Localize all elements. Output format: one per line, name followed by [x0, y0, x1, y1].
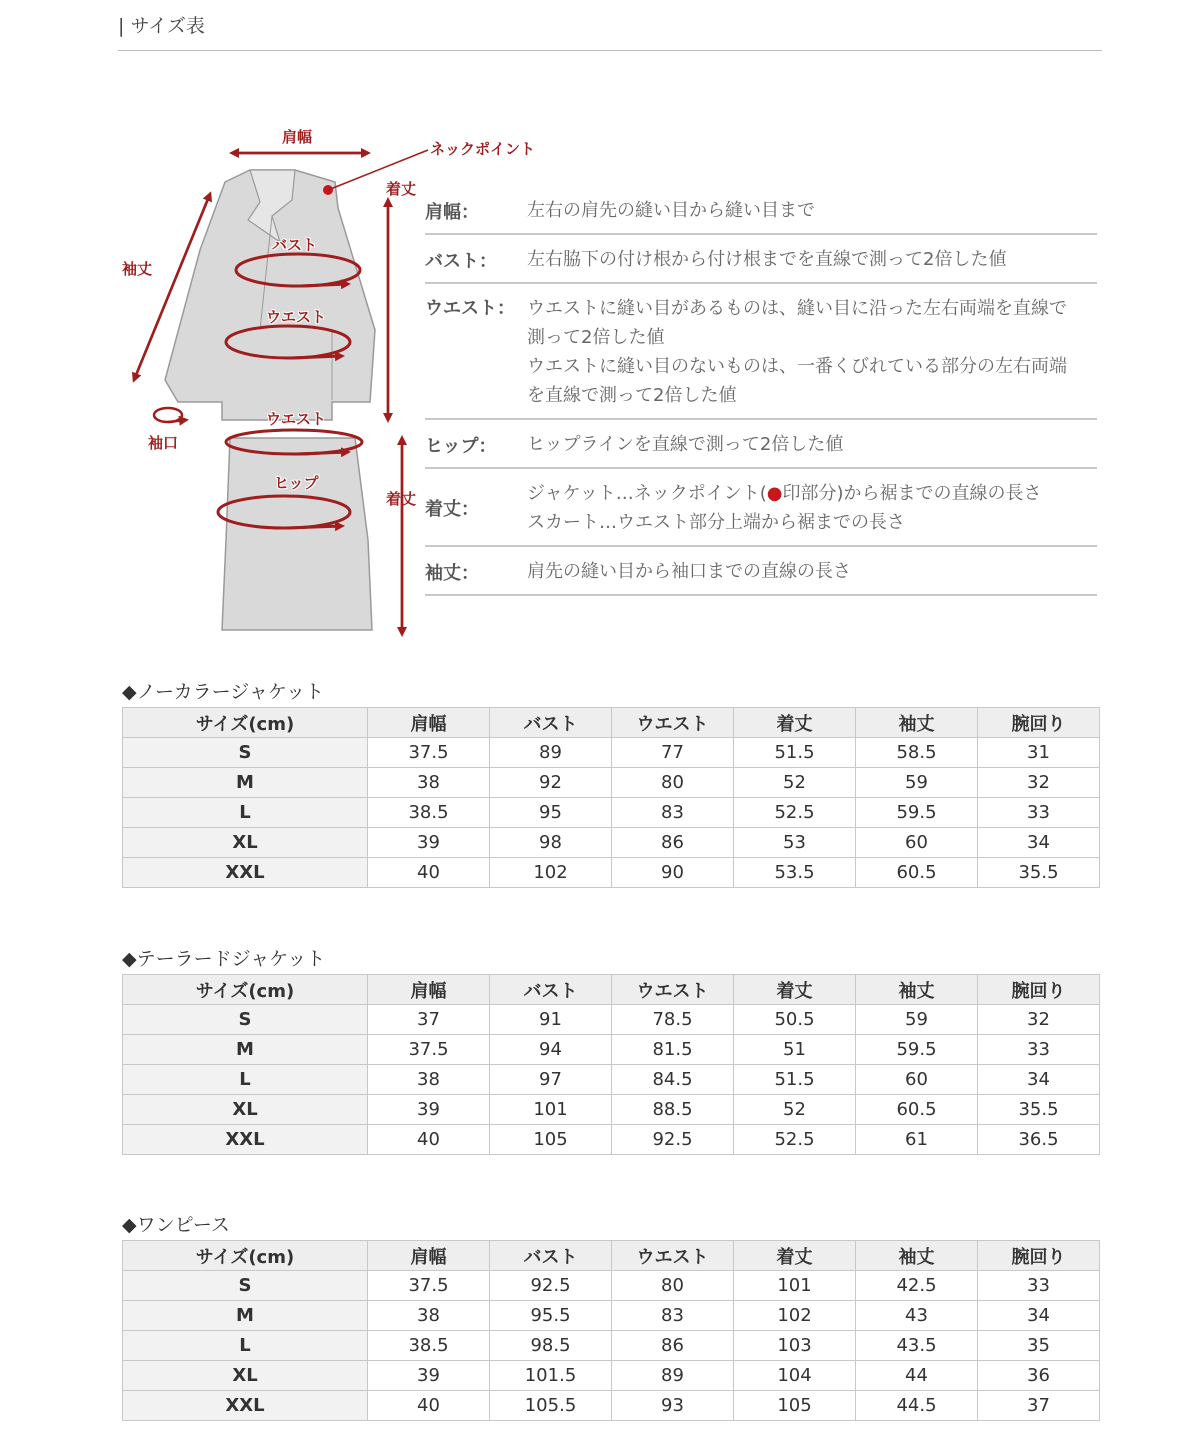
size-cell: M	[123, 768, 368, 798]
column-header: 腕回り	[978, 1241, 1100, 1271]
table-header-row	[123, 975, 1100, 1005]
table-cell: 60.5	[856, 1095, 978, 1125]
size-cell: M	[123, 1035, 368, 1065]
size-cell: XXL	[123, 1125, 368, 1155]
table-cell: 39	[368, 828, 490, 858]
table-row	[123, 828, 1100, 858]
section-title-nocollar-jacket: ◆ノーカラージャケット	[122, 681, 324, 703]
table-cell: 44.5	[856, 1391, 978, 1421]
table-row	[123, 1065, 1100, 1095]
table-cell: 37.5	[368, 1035, 490, 1065]
table-cell: 88.5	[612, 1095, 734, 1125]
label-hip: ヒップ	[274, 474, 319, 492]
table-row	[123, 1391, 1100, 1421]
definition-term: 着丈：	[425, 499, 479, 520]
table-row	[123, 798, 1100, 828]
table-cell: 33	[978, 1035, 1100, 1065]
column-header: 袖丈	[856, 1241, 978, 1271]
table-cell: 38	[368, 1301, 490, 1331]
size-table-one-piece	[122, 1240, 1100, 1421]
size-cell: S	[123, 738, 368, 768]
definition-text: ヒップラインを直線で測って2倍した値	[527, 434, 844, 455]
table-cell: 95	[490, 798, 612, 828]
table-row	[123, 768, 1100, 798]
table-cell: 53	[734, 828, 856, 858]
table-cell: 44	[856, 1361, 978, 1391]
table-cell: 97	[490, 1065, 612, 1095]
label-bust: バスト	[272, 236, 318, 254]
table-cell: 38.5	[368, 1331, 490, 1361]
definition-shoulder	[425, 186, 1097, 235]
table-cell: 34	[978, 828, 1100, 858]
table-cell: 36	[978, 1361, 1100, 1391]
column-header: 着丈	[734, 1241, 856, 1271]
definition-term: 袖丈：	[425, 562, 479, 584]
label-length-bottom: 着丈	[386, 490, 417, 508]
table-cell: 80	[612, 1271, 734, 1301]
measurement-definitions	[425, 186, 1097, 596]
column-header: ウエスト	[612, 975, 734, 1005]
table-cell: 83	[612, 1301, 734, 1331]
table-cell: 91	[490, 1005, 612, 1035]
table-row	[123, 738, 1100, 768]
table-cell: 40	[368, 1391, 490, 1421]
definition-text-part: 印部分)から裾までの直線の長さ	[782, 483, 1042, 504]
table-cell: 59.5	[856, 798, 978, 828]
table-cell: 105	[734, 1391, 856, 1421]
table-cell: 40	[368, 858, 490, 888]
table-cell: 105	[490, 1125, 612, 1155]
table-cell: 35.5	[978, 1095, 1100, 1125]
table-cell: 81.5	[612, 1035, 734, 1065]
table-cell: 89	[490, 738, 612, 768]
column-header: 肩幅	[368, 975, 490, 1005]
table-cell: 39	[368, 1361, 490, 1391]
definition-text: を直線で測って2倍した値	[527, 385, 737, 406]
column-header: バスト	[490, 1241, 612, 1271]
table-cell: 42.5	[856, 1271, 978, 1301]
measurement-diagram	[110, 120, 536, 650]
column-header: ウエスト	[612, 708, 734, 738]
label-shoulder: 肩幅	[282, 128, 313, 146]
column-header: サイズ(cm)	[123, 708, 368, 738]
column-header: ウエスト	[612, 1241, 734, 1271]
column-header: サイズ(cm)	[123, 975, 368, 1005]
table-cell: 51.5	[734, 1065, 856, 1095]
section-title-one-piece: ◆ワンピース	[122, 1214, 230, 1236]
table-cell: 104	[734, 1361, 856, 1391]
table-cell: 98	[490, 828, 612, 858]
table-cell: 95.5	[490, 1301, 612, 1331]
table-cell: 35	[978, 1331, 1100, 1361]
definition-text: 左右脇下の付け根から付け根までを直線で測って2倍した値	[527, 249, 1007, 270]
table-cell: 52.5	[734, 798, 856, 828]
table-row	[123, 1271, 1100, 1301]
table-cell: 37.5	[368, 738, 490, 768]
column-header: サイズ(cm)	[123, 1241, 368, 1271]
table-cell: 33	[978, 1271, 1100, 1301]
table-cell: 86	[612, 1331, 734, 1361]
table-cell: 101.5	[490, 1361, 612, 1391]
definition-sleeve	[425, 547, 1097, 596]
table-cell: 52.5	[734, 1125, 856, 1155]
table-cell: 33	[978, 798, 1100, 828]
table-cell: 61	[856, 1125, 978, 1155]
section-title-tailored-jacket: ◆テーラードジャケット	[122, 948, 326, 970]
table-cell: 94	[490, 1035, 612, 1065]
table-cell: 59	[856, 768, 978, 798]
table-cell: 36.5	[978, 1125, 1100, 1155]
table-row	[123, 1301, 1100, 1331]
table-cell: 60	[856, 1065, 978, 1095]
definition-term: 肩幅：	[425, 201, 479, 223]
table-cell: 84.5	[612, 1065, 734, 1095]
column-header: 肩幅	[368, 1241, 490, 1271]
table-cell: 77	[612, 738, 734, 768]
table-cell: 38	[368, 768, 490, 798]
table-cell: 51	[734, 1035, 856, 1065]
table-row	[123, 858, 1100, 888]
table-cell: 32	[978, 1005, 1100, 1035]
table-cell: 31	[978, 738, 1100, 768]
table-cell: 92	[490, 768, 612, 798]
column-header: 袖丈	[856, 975, 978, 1005]
column-header: 着丈	[734, 708, 856, 738]
definition-text	[527, 479, 1097, 508]
table-cell: 34	[978, 1301, 1100, 1331]
size-cell: S	[123, 1271, 368, 1301]
column-header: 腕回り	[978, 975, 1100, 1005]
column-header: 着丈	[734, 975, 856, 1005]
table-cell: 53.5	[734, 858, 856, 888]
size-cell: L	[123, 1331, 368, 1361]
size-cell: XL	[123, 828, 368, 858]
table-cell: 90	[612, 858, 734, 888]
table-cell: 38	[368, 1065, 490, 1095]
table-cell: 43	[856, 1301, 978, 1331]
definition-text: スカート…ウエスト部分上端から裾までの長さ	[527, 512, 905, 533]
definition-text: ウエストに縫い目があるものは、縫い目に沿った左右両端を直線で	[527, 298, 1067, 319]
definition-text-part: ジャケット…ネックポイント(	[527, 483, 767, 504]
size-table-tailored-jacket	[122, 974, 1100, 1155]
table-cell: 35.5	[978, 858, 1100, 888]
table-cell: 98.5	[490, 1331, 612, 1361]
label-waist-jacket: ウエスト	[266, 308, 327, 326]
definition-length	[425, 469, 1097, 547]
table-cell: 39	[368, 1095, 490, 1125]
table-row	[123, 1005, 1100, 1035]
size-cell: M	[123, 1301, 368, 1331]
table-cell: 60	[856, 828, 978, 858]
table-row	[123, 1095, 1100, 1125]
suit-illustration-icon	[110, 120, 440, 650]
label-length-top: 着丈	[386, 180, 417, 198]
table-cell: 86	[612, 828, 734, 858]
definition-text: 肩先の縫い目から袖口までの直線の長さ	[527, 561, 851, 582]
table-cell: 92.5	[490, 1271, 612, 1301]
red-dot-icon: ●	[766, 483, 783, 504]
definition-term: ウエスト：	[425, 298, 515, 319]
table-cell: 37	[368, 1005, 490, 1035]
table-row	[123, 1331, 1100, 1361]
table-cell: 102	[490, 858, 612, 888]
table-cell: 101	[734, 1271, 856, 1301]
definition-text: 左右の肩先の縫い目から縫い目まで	[527, 200, 815, 221]
table-header-row	[123, 1241, 1100, 1271]
table-cell: 52	[734, 768, 856, 798]
label-waist-skirt: ウエスト	[266, 410, 327, 428]
size-cell: XL	[123, 1095, 368, 1125]
table-cell: 43.5	[856, 1331, 978, 1361]
definition-term: ヒップ：	[425, 435, 497, 457]
table-cell: 103	[734, 1331, 856, 1361]
size-cell: L	[123, 798, 368, 828]
table-cell: 51.5	[734, 738, 856, 768]
label-neck-point: ネックポイント	[430, 140, 536, 158]
table-row	[123, 1361, 1100, 1391]
table-cell: 52	[734, 1095, 856, 1125]
page-header	[118, 12, 1102, 51]
table-cell: 80	[612, 768, 734, 798]
definition-text: 測って2倍した値	[527, 327, 665, 348]
table-header-row	[123, 708, 1100, 738]
table-cell: 93	[612, 1391, 734, 1421]
table-cell: 50.5	[734, 1005, 856, 1035]
table-cell: 59	[856, 1005, 978, 1035]
size-cell: S	[123, 1005, 368, 1035]
table-cell: 32	[978, 768, 1100, 798]
size-cell: XXL	[123, 1391, 368, 1421]
table-cell: 34	[978, 1065, 1100, 1095]
table-cell: 40	[368, 1125, 490, 1155]
size-cell: XXL	[123, 858, 368, 888]
column-header: バスト	[490, 975, 612, 1005]
table-cell: 37.5	[368, 1271, 490, 1301]
table-cell: 89	[612, 1361, 734, 1391]
column-header: 腕回り	[978, 708, 1100, 738]
table-cell: 59.5	[856, 1035, 978, 1065]
table-row	[123, 1125, 1100, 1155]
size-table-nocollar-jacket	[122, 707, 1100, 888]
table-cell: 92.5	[612, 1125, 734, 1155]
column-header: 袖丈	[856, 708, 978, 738]
column-header: バスト	[490, 708, 612, 738]
column-header: 肩幅	[368, 708, 490, 738]
table-cell: 58.5	[856, 738, 978, 768]
table-row	[123, 1035, 1100, 1065]
size-cell: L	[123, 1065, 368, 1095]
definition-bust	[425, 235, 1097, 284]
definition-waist	[425, 284, 1097, 420]
table-cell: 37	[978, 1391, 1100, 1421]
table-cell: 83	[612, 798, 734, 828]
table-cell: 101	[490, 1095, 612, 1125]
table-cell: 60.5	[856, 858, 978, 888]
table-cell: 38.5	[368, 798, 490, 828]
definition-term: バスト：	[425, 250, 497, 272]
definition-text: ウエストに縫い目のないものは、一番くびれている部分の左右両端	[527, 356, 1067, 377]
label-cuff: 袖口	[148, 434, 179, 452]
page-title: | サイズ表	[118, 15, 205, 37]
table-cell: 78.5	[612, 1005, 734, 1035]
size-cell: XL	[123, 1361, 368, 1391]
label-sleeve: 袖丈	[122, 260, 153, 278]
table-cell: 102	[734, 1301, 856, 1331]
table-cell: 105.5	[490, 1391, 612, 1421]
definition-hip	[425, 420, 1097, 469]
